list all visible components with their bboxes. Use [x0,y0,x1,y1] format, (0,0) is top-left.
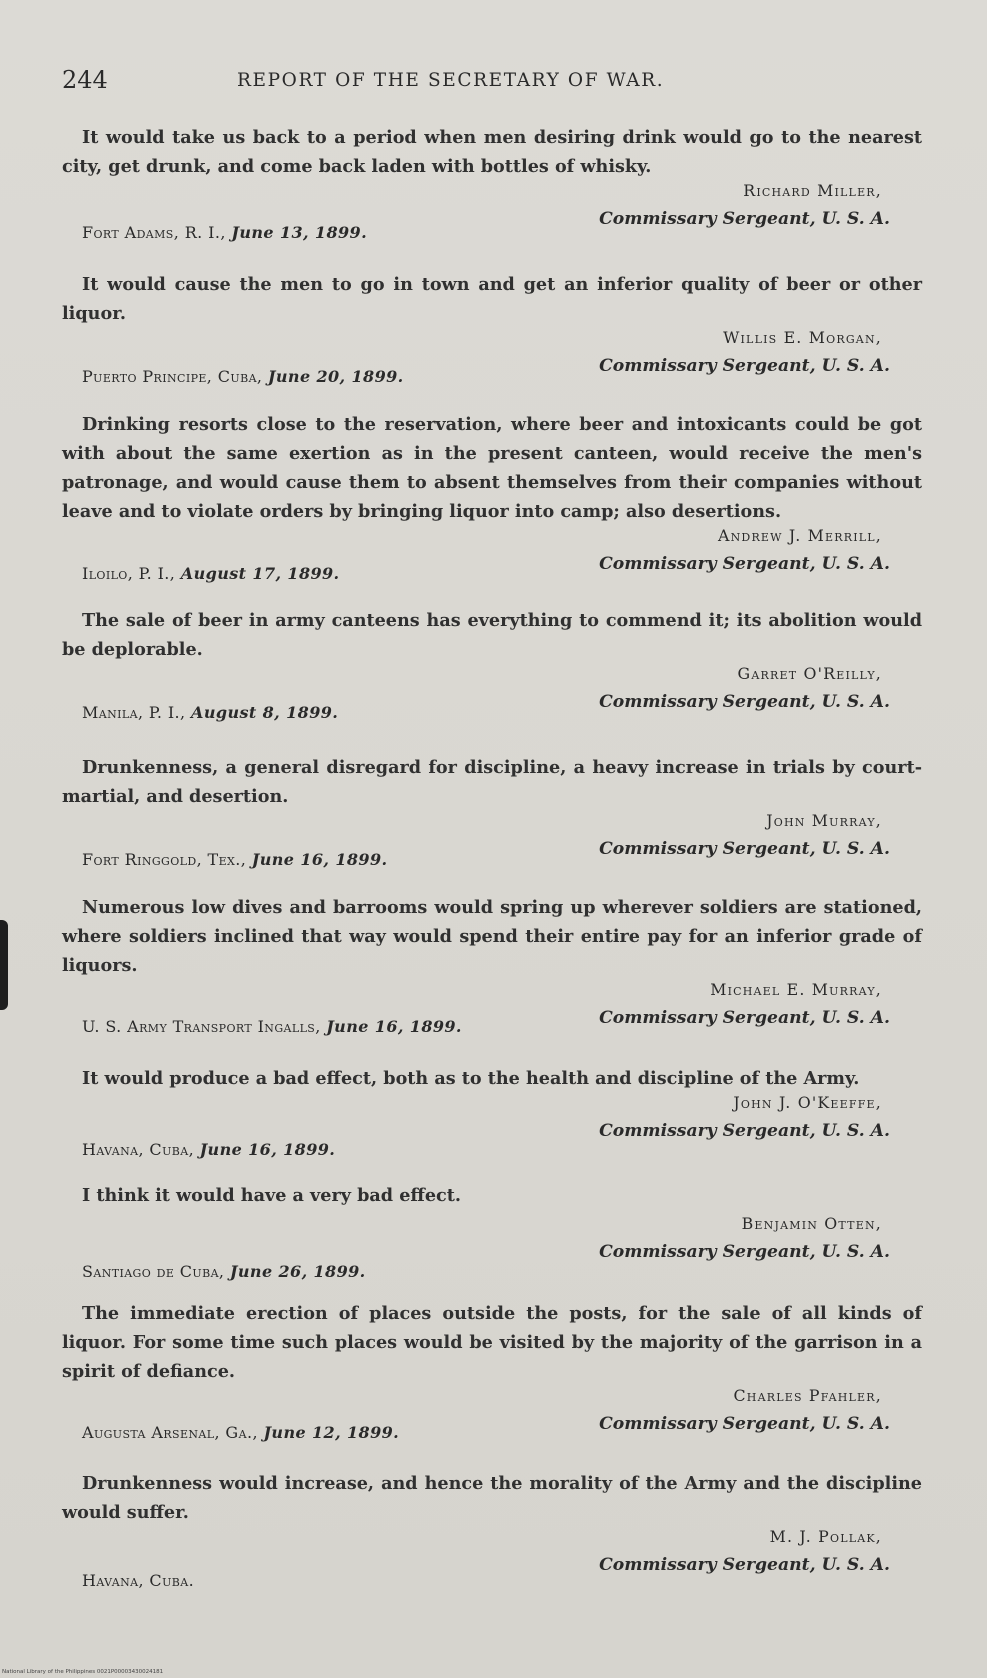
place-date-line [82,1423,399,1442]
letter-entry [62,1181,922,1281]
place: Augusta Arsenal, Ga., [82,1423,258,1442]
letter-entry [62,270,922,386]
signatory-title: Commissary Sergeant, U. S. A. [599,554,890,574]
binding-edge-mark [0,920,8,1010]
entry-text: Numerous low dives and barrooms would spring up wherever soldiers are stationed, where soldiers inclined that way would spend their entire pay for an inferior grade of liquors. [62,897,922,976]
running-head: REPORT OF THE SECRETARY OF WAR. [237,70,665,91]
date: June 26, 1899. [229,1262,366,1281]
place-date-line [82,1262,366,1281]
scan-footer: National Library of the Philippines 0021P00003430024181 [2,1669,164,1675]
place: U. S. Army Transport Ingalls, [82,1017,321,1036]
signatory-title: Commissary Sergeant, U. S. A. [599,1414,890,1434]
signatory-name: Andrew J. Merrill, [718,526,882,545]
place: Iloilo, P. I., [82,564,176,583]
date: June 16, 1899. [326,1017,462,1036]
place-date-line [82,1571,194,1590]
place-date-line [82,1017,462,1036]
place: Manila, P. I., [82,703,186,722]
letter-entry [62,1469,922,1590]
date: June 12, 1899. [263,1423,400,1442]
place-date-line [82,367,404,386]
letter-entry [62,893,922,1038]
letter-entry [62,1299,922,1444]
place: Havana, Cuba, [82,1140,195,1159]
place-date-line [82,850,387,869]
entry-text: The sale of beer in army canteens has everything to commend it; its abolition would be deplorable. [62,610,922,660]
date: August 17, 1899. [180,564,340,583]
signatory-name: John J. O'Keeffe, [733,1093,882,1112]
signatory-title: Commissary Sergeant, U. S. A. [599,1008,890,1028]
signatory-name: Charles Pfahler, [733,1386,882,1405]
signatory-name: Richard Miller, [743,181,882,200]
date: June 13, 1899. [231,223,368,242]
entry-text: I think it would have a very bad effect. [82,1185,461,1206]
letter-entry [62,606,922,722]
date: August 8, 1899. [191,703,339,722]
entry-text: The immediate erection of places outside the posts, for the sale of all kinds of liquor. For some time such places would be visited by the majority of the garrison in a spirit of defiance. [62,1303,922,1382]
date: June 16, 1899. [199,1140,336,1159]
signatory-title: Commissary Sergeant, U. S. A. [599,839,890,859]
place-date-line [82,703,338,722]
signatory-name: M. J. Pollak, [769,1527,882,1546]
signatory-name: Garret O'Reilly, [737,664,882,683]
place: Puerto Principe, Cuba, [82,367,263,386]
signatory-name: Michael E. Murray, [710,980,882,999]
place-date-line [82,564,340,583]
entry-text: It would produce a bad effect, both as to the health and discipline of the Army. [82,1068,860,1089]
entry-text: It would take us back to a period when men desiring drink would go to the nearest city, get drunk, and come back laden with bottles of whisky. [62,127,922,177]
place: Havana, Cuba. [82,1571,195,1590]
page-header [62,66,922,96]
signatory-name: Willis E. Morgan, [723,328,882,347]
entry-text: It would cause the men to go in town and get an inferior quality of beer or other liquor. [62,274,922,324]
place: Fort Adams, R. I., [82,223,226,242]
letter-entry [62,1064,922,1159]
letter-entry [62,410,922,584]
signatory-name: Benjamin Otten, [741,1214,882,1233]
date: June 16, 1899. [251,850,388,869]
entry-text: Drunkenness, a general disregard for discipline, a heavy increase in trials by court-martial, and desertion. [62,757,922,807]
signatory-title: Commissary Sergeant, U. S. A. [599,1555,890,1575]
place: Fort Ringgold, Tex., [82,850,247,869]
signatory-title: Commissary Sergeant, U. S. A. [599,209,890,229]
letter-entry [62,753,922,869]
place-date-line [82,1140,335,1159]
entry-text: Drinking resorts close to the reservation, where beer and intoxicants could be got with about the same exertion as in the present canteen, would receive the men's patronage, and would cause them to absent themselves from their companies without leave and to violate orders by bringing liquor into camp; also desertions. [62,414,922,522]
signatory-name: John Murray, [766,811,882,830]
signatory-title: Commissary Sergeant, U. S. A. [599,356,890,376]
signatory-title: Commissary Sergeant, U. S. A. [599,1121,890,1141]
place: Santiago de Cuba, [82,1262,225,1281]
date: June 20, 1899. [267,367,404,386]
page-number: 244 [62,66,108,94]
letter-entry [62,123,922,242]
entry-text: Drunkenness would increase, and hence the morality of the Army and the discipline would suffer. [62,1473,922,1523]
signatory-title: Commissary Sergeant, U. S. A. [599,692,890,712]
signatory-title: Commissary Sergeant, U. S. A. [599,1242,890,1262]
place-date-line [82,223,367,242]
